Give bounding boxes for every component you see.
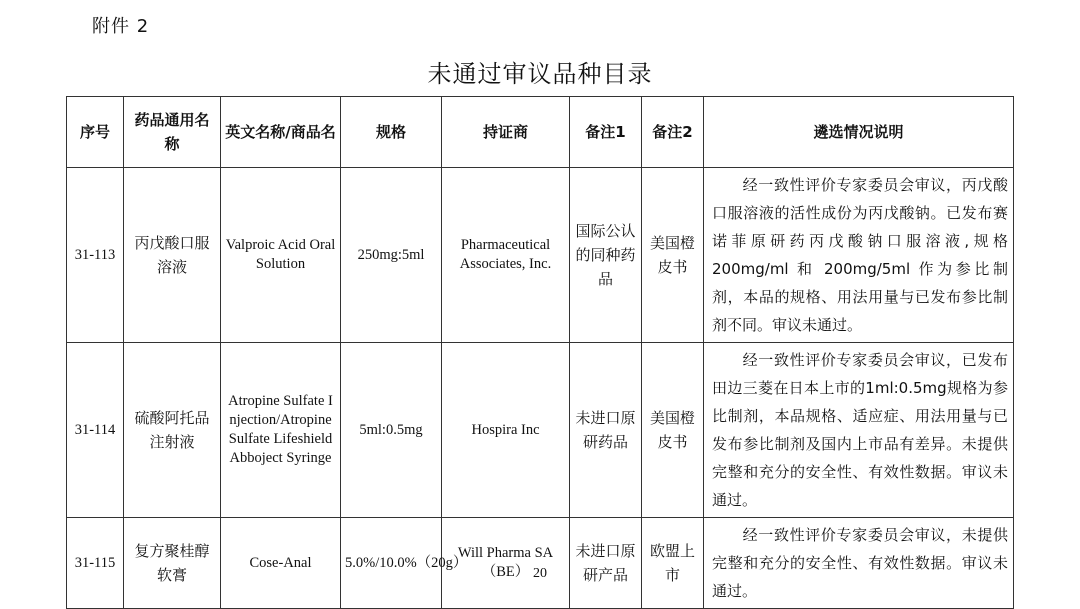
col-header-holder: 持证商 bbox=[442, 97, 570, 168]
col-header-remark1: 备注1 bbox=[570, 97, 642, 168]
col-header-description: 遴选情况说明 bbox=[704, 97, 1014, 168]
cell-description bbox=[704, 518, 1014, 609]
attachment-label: 附件 2 bbox=[92, 16, 150, 37]
table-row bbox=[67, 518, 1014, 609]
description-text: 经一致性评价专家委员会审议，丙戊酸口服溶液的活性成份为丙戊酸钠。已发布赛诺菲原研药丙戊酸钠口服溶液,规格 200mg/ml 和 200mg/5ml 作为参比制剂，本品的规格、用法用量与已发布参比制剂不同。审议未通过。 bbox=[712, 176, 1008, 334]
cell-en-name: Valproic Acid Oral Solution bbox=[221, 168, 341, 343]
cell-en-name: Cose-Anal bbox=[221, 518, 341, 609]
cell-remark1: 未进口原研产品 bbox=[570, 518, 642, 609]
col-header-spec: 规格 bbox=[341, 97, 442, 168]
cell-spec: 5.0%/10.0%（20g） bbox=[341, 518, 442, 609]
description-text: 经一致性评价专家委员会审议，已发布田边三菱在日本上市的1ml:0.5mg规格为参比制剂，本品规格、适应症、用法用量与已发布参比制剂及国内上市品有差异。未提供完整和充分的安全性、有效性数据。审议未通过。 bbox=[712, 351, 1008, 509]
cell-cn-name: 硫酸阿托品注射液 bbox=[124, 343, 221, 518]
col-header-cn-name: 药品通用名称 bbox=[124, 97, 221, 168]
table-row bbox=[67, 343, 1014, 518]
cell-remark1: 国际公认的同种药品 bbox=[570, 168, 642, 343]
cell-no: 31-115 bbox=[67, 518, 124, 609]
table-header-row bbox=[67, 97, 1014, 168]
cell-remark2: 美国橙皮书 bbox=[642, 343, 704, 518]
col-header-no: 序号 bbox=[67, 97, 124, 168]
cell-en-name: Atropine Sulfate Injection/Atropine Sulfate Lifeshield Abboject Syringe bbox=[221, 343, 341, 518]
cell-holder: Pharmaceutical Associates, Inc. bbox=[442, 168, 570, 343]
document-title: 未通过审议品种目录 bbox=[427, 60, 653, 88]
cell-remark1: 未进口原研药品 bbox=[570, 343, 642, 518]
col-header-remark2: 备注2 bbox=[642, 97, 704, 168]
drug-table bbox=[66, 96, 1014, 609]
col-header-en-name: 英文名称/商品名 bbox=[221, 97, 341, 168]
cell-cn-name: 复方聚桂醇软膏 bbox=[124, 518, 221, 609]
description-text: 经一致性评价专家委员会审议，未提供完整和充分的安全性、有效性数据。审议未通过。 bbox=[712, 526, 1008, 600]
cell-description bbox=[704, 343, 1014, 518]
cell-remark2: 美国橙皮书 bbox=[642, 168, 704, 343]
cell-cn-name: 丙戊酸口服溶液 bbox=[124, 168, 221, 343]
page-number: 20 bbox=[533, 566, 547, 581]
table-row bbox=[67, 168, 1014, 343]
cell-remark2: 欧盟上市 bbox=[642, 518, 704, 609]
cell-holder: Hospira Inc bbox=[442, 343, 570, 518]
cell-no: 31-114 bbox=[67, 343, 124, 518]
cell-holder: Will Pharma SA（BE） bbox=[442, 518, 570, 609]
cell-spec: 250mg:5ml bbox=[341, 168, 442, 343]
cell-description bbox=[704, 168, 1014, 343]
cell-spec: 5ml:0.5mg bbox=[341, 343, 442, 518]
cell-no: 31-113 bbox=[67, 168, 124, 343]
